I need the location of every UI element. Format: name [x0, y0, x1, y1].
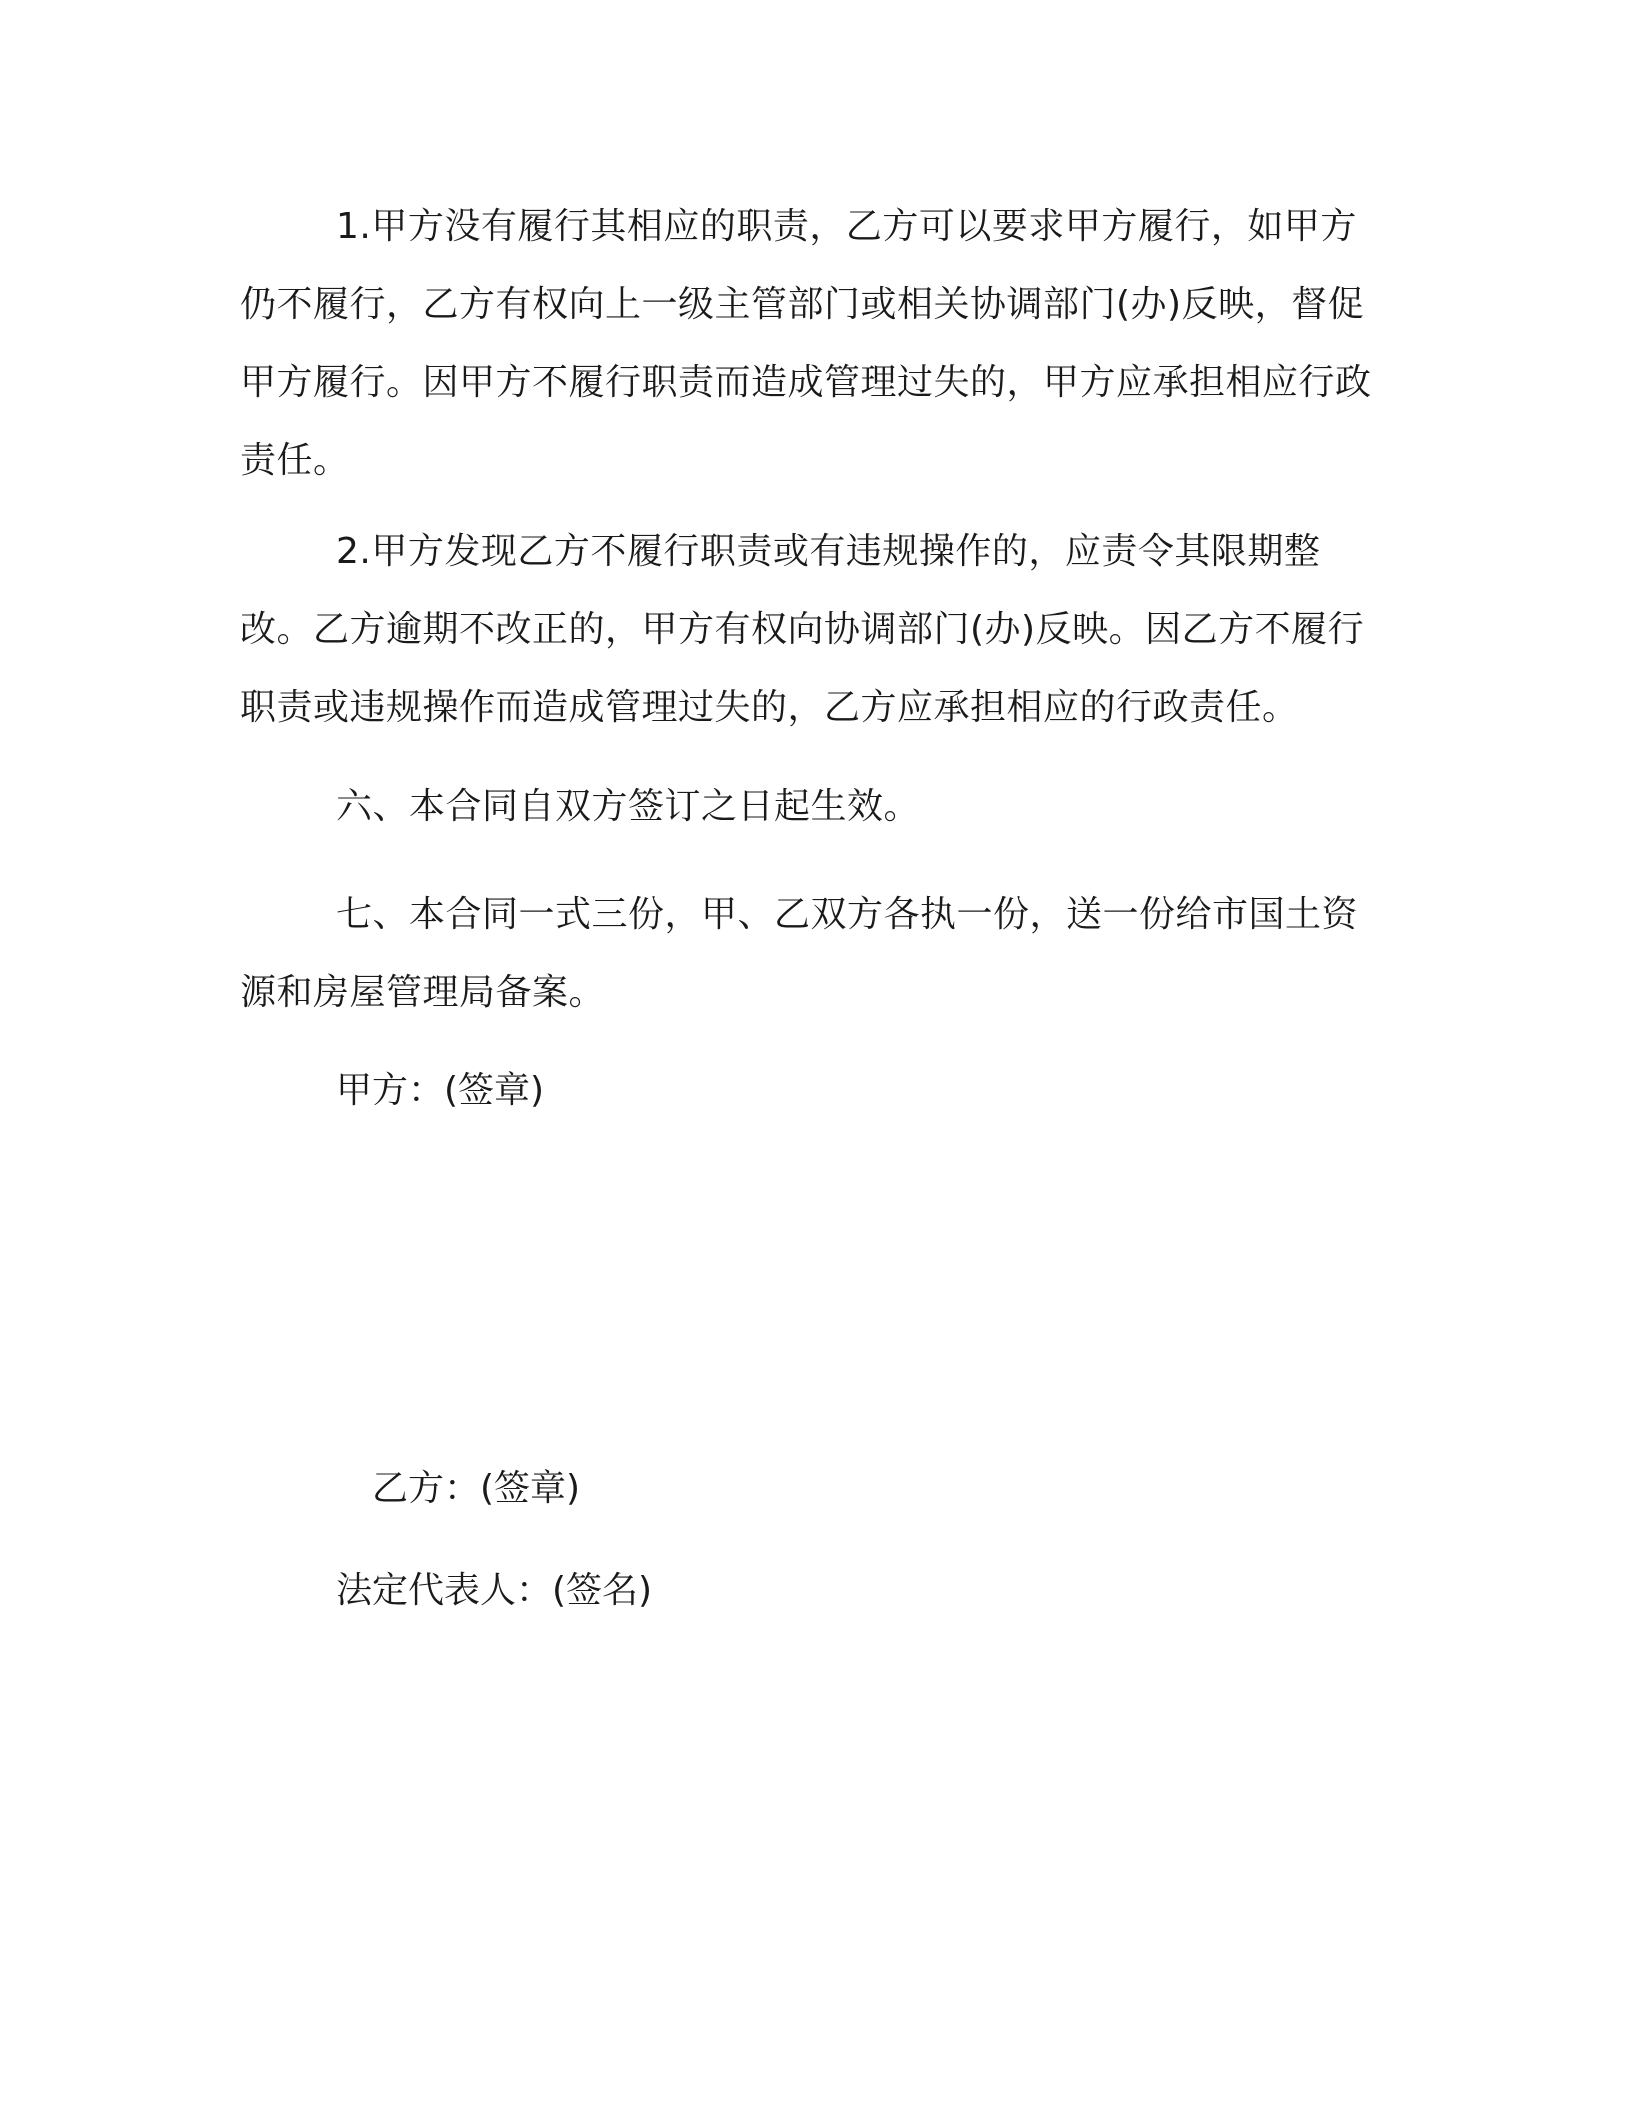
party-b-signature-line: 乙方：(签章) — [372, 1468, 581, 1509]
legal-representative-signature-line: 法定代表人：(签名) — [336, 1570, 653, 1611]
party-a-signature-line: 甲方：(签章) — [336, 1070, 545, 1111]
clause-seven-paragraph: 七、本合同一式三份，甲、乙双方各执一份，送一份给市国土资源和房屋管理局备案。 — [240, 894, 1359, 1013]
clause-six-paragraph: 六、本合同自双方签订之日起生效。 — [336, 786, 921, 827]
clause-1-paragraph: 1.甲方没有履行其相应的职责，乙方可以要求甲方履行，如甲方仍不履行，乙方有权向上一级主管部门或相关协调部门(办)反映，督促甲方履行。因甲方不履行职责而造成管理过失的，甲方应承担相应行政责任。 — [240, 206, 1372, 481]
clause-2-paragraph: 2.甲方发现乙方不履行职责或有违规操作的，应责令其限期整改。乙方逾期不改正的，甲方有权向协调部门(办)反映。因乙方不履行职责或违规操作而造成管理过失的，乙方应承担相应的行政责任。 — [240, 531, 1365, 728]
